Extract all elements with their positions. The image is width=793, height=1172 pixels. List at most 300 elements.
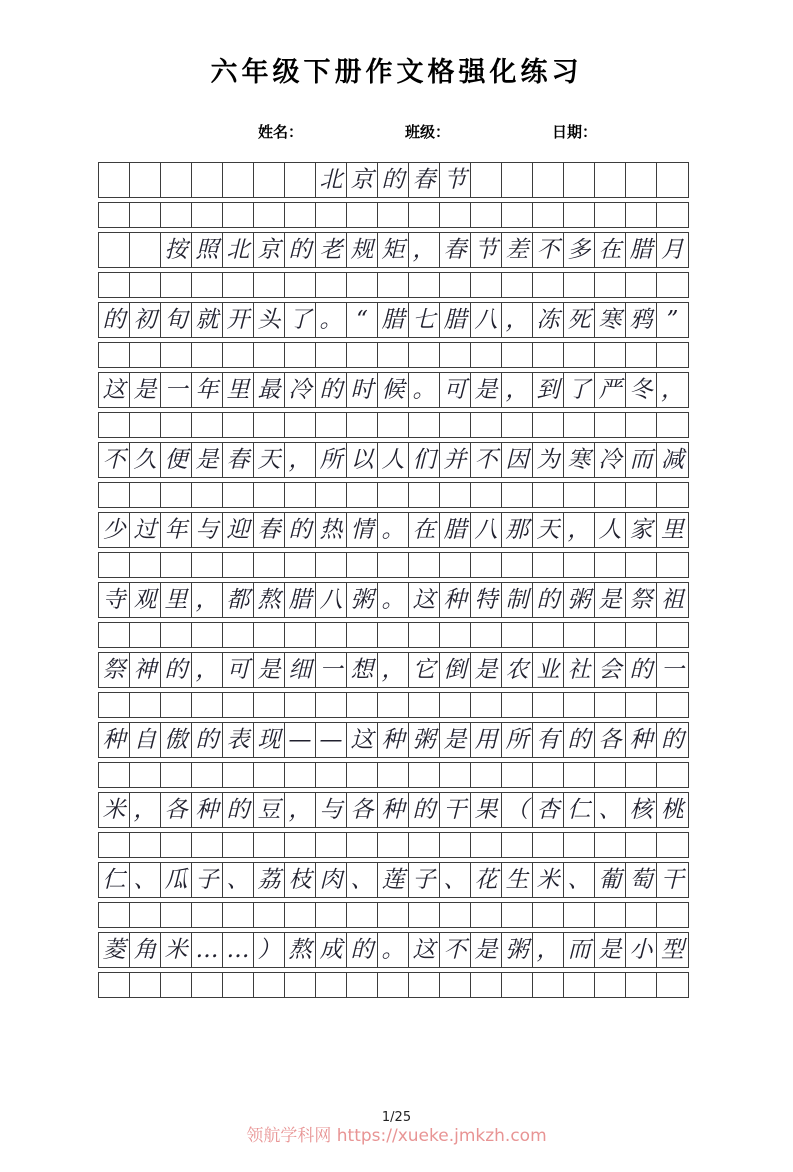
grid-cell: 、: [564, 863, 595, 897]
grid-cell: [502, 203, 533, 227]
grid-cell: 各: [595, 723, 626, 757]
grid-cell: [440, 833, 471, 857]
grid-cell: [626, 693, 657, 717]
grid-cell: [130, 553, 161, 577]
grid-cell: 开: [223, 303, 254, 337]
grid-cell: [533, 203, 564, 227]
grid-cell: 了: [285, 303, 316, 337]
grid-text-row: [98, 372, 689, 408]
grid-cell: 不: [440, 933, 471, 967]
grid-cell: 春: [440, 233, 471, 267]
grid-cell: [99, 553, 130, 577]
grid-cell: 。: [378, 513, 409, 547]
grid-cell: [595, 553, 626, 577]
grid-cell: [533, 623, 564, 647]
grid-cell: [285, 483, 316, 507]
grid-cell: 都: [223, 583, 254, 617]
grid-text-row: [98, 652, 689, 688]
grid-cell: 里: [223, 373, 254, 407]
grid-cell: 死: [564, 303, 595, 337]
grid-cell: [409, 973, 440, 997]
grid-cell: [192, 553, 223, 577]
grid-cell: 这: [347, 723, 378, 757]
grid-cell: [161, 553, 192, 577]
grid-cell: [285, 903, 316, 927]
grid-cell: [285, 163, 316, 197]
grid-cell: [533, 273, 564, 297]
grid-cell: [130, 763, 161, 787]
grid-cell: [471, 763, 502, 787]
grid-cell: 生: [502, 863, 533, 897]
grid-cell: [409, 763, 440, 787]
grid-cell: 并: [440, 443, 471, 477]
grid-cell: 瓜: [161, 863, 192, 897]
grid-cell: [657, 553, 688, 577]
grid-blank-row: [98, 902, 689, 928]
grid-cell: [533, 343, 564, 367]
grid-blank-row: [98, 482, 689, 508]
grid-cell: [192, 203, 223, 227]
worksheet-page: [0, 50, 793, 1172]
grid-cell: 可: [440, 373, 471, 407]
grid-cell: [533, 833, 564, 857]
grid-blank-row: [98, 762, 689, 788]
grid-cell: [161, 973, 192, 997]
grid-cell: 祭: [626, 583, 657, 617]
grid-cell: [347, 553, 378, 577]
grid-cell: [564, 343, 595, 367]
grid-cell: [502, 973, 533, 997]
grid-cell: [657, 163, 688, 197]
grid-cell: [223, 763, 254, 787]
grid-cell: 有: [533, 723, 564, 757]
grid-cell: [254, 163, 285, 197]
grid-cell: [99, 903, 130, 927]
grid-cell: [409, 623, 440, 647]
grid-cell: [378, 343, 409, 367]
grid-cell: [440, 973, 471, 997]
grid-cell: [533, 413, 564, 437]
grid-blank-row: [98, 272, 689, 298]
grid-cell: 一: [316, 653, 347, 687]
grid-cell: 桃: [661, 797, 684, 823]
grid-cell: 的: [409, 793, 440, 827]
grid-text-row: [98, 232, 689, 268]
grid-blank-row: [98, 412, 689, 438]
grid-cell: 表: [223, 723, 254, 757]
grid-blank-row: [98, 622, 689, 648]
grid-cell: 所: [316, 443, 347, 477]
grid-cell: 春: [254, 513, 285, 547]
grid-cell: “: [347, 303, 378, 337]
grid-cell: 祖: [661, 587, 684, 613]
grid-cell: [99, 973, 130, 997]
grid-cell: 便: [161, 443, 192, 477]
grid-cell: 观: [130, 583, 161, 617]
grid-cell: [595, 833, 626, 857]
grid-cell: 老: [316, 233, 347, 267]
grid-cell: 冬: [626, 373, 657, 407]
grid-cell: [99, 273, 130, 297]
watermark: 领航学科网 https://xueke.jmkzh.com: [246, 1126, 547, 1146]
grid-cell: [502, 553, 533, 577]
grid-cell: 就: [192, 303, 223, 337]
grid-cell: 可: [223, 653, 254, 687]
grid-cell: 子: [409, 863, 440, 897]
grid-cell: [378, 693, 409, 717]
grid-cell: [223, 903, 254, 927]
grid-cell: 粥: [409, 723, 440, 757]
grid-cell: [440, 413, 471, 437]
grid-cell: 倒: [440, 653, 471, 687]
grid-cell: 春: [223, 443, 254, 477]
grid-cell: 粥: [347, 583, 378, 617]
grid-cell: 少: [99, 513, 130, 547]
grid-cell: [192, 483, 223, 507]
grid-cell: [316, 623, 347, 647]
grid-cell: 熬: [285, 933, 316, 967]
grid-cell: [99, 833, 130, 857]
grid-cell: [316, 693, 347, 717]
grid-cell: [657, 833, 688, 857]
grid-cell: 种: [192, 793, 223, 827]
grid-cell: 是: [192, 443, 223, 477]
grid-cell: [564, 553, 595, 577]
grid-cell: [99, 763, 130, 787]
grid-cell: ，: [564, 513, 595, 547]
grid-cell: 仁: [564, 793, 595, 827]
grid-cell: 。: [409, 373, 440, 407]
grid-cell: [285, 693, 316, 717]
grid-cell: [99, 693, 130, 717]
grid-cell: 社: [564, 653, 595, 687]
grid-cell: [316, 413, 347, 437]
grid-cell: 人: [595, 513, 626, 547]
grid-cell: 核: [626, 793, 657, 827]
grid-cell: [440, 763, 471, 787]
grid-cell: [502, 763, 533, 787]
class-label: 班级：: [405, 123, 451, 141]
grid-cell: 以: [347, 443, 378, 477]
grid-cell: ，: [285, 443, 316, 477]
grid-cell: [626, 273, 657, 297]
grid-cell: [161, 833, 192, 857]
grid-cell: [533, 693, 564, 717]
grid-cell: 的: [99, 303, 130, 337]
grid-cell: ，: [192, 583, 223, 617]
grid-cell: 一: [161, 373, 192, 407]
grid-cell: [657, 693, 688, 717]
grid-cell: ，: [130, 793, 161, 827]
grid-cell: 们: [409, 443, 440, 477]
grid-cell: ，: [661, 377, 684, 403]
grid-cell: [595, 903, 626, 927]
grid-text-row: [98, 162, 689, 198]
grid-cell: [192, 973, 223, 997]
grid-cell: [192, 413, 223, 437]
grid-cell: 干: [661, 867, 684, 893]
grid-cell: [626, 973, 657, 997]
grid-cell: [99, 623, 130, 647]
grid-cell: 多: [564, 233, 595, 267]
grid-cell: [316, 973, 347, 997]
grid-cell: 北: [316, 163, 347, 197]
grid-cell: 枝: [285, 863, 316, 897]
grid-cell: [254, 973, 285, 997]
grid-cell: [502, 273, 533, 297]
grid-cell: [347, 903, 378, 927]
grid-cell: [595, 693, 626, 717]
grid-cell: [626, 903, 657, 927]
grid-cell: 冷: [595, 443, 626, 477]
grid-cell: …: [223, 933, 254, 967]
grid-cell: [254, 413, 285, 437]
grid-cell: [192, 163, 223, 197]
grid-cell: 月: [661, 237, 684, 263]
grid-cell: 这: [99, 373, 130, 407]
grid-cell: [657, 903, 688, 927]
grid-cell: 的: [285, 233, 316, 267]
grid-cell: [533, 483, 564, 507]
grid-text-row: [98, 792, 689, 828]
grid-cell: [502, 343, 533, 367]
grid-cell: [409, 343, 440, 367]
grid-cell: [564, 273, 595, 297]
grid-cell: 花: [471, 863, 502, 897]
grid-cell: 细: [285, 653, 316, 687]
grid-cell: [378, 903, 409, 927]
grid-cell: 米: [161, 933, 192, 967]
grid-cell: [254, 203, 285, 227]
grid-cell: [440, 343, 471, 367]
grid-blank-row: [98, 972, 689, 998]
grid-cell: ，: [533, 933, 564, 967]
grid-cell: 种: [99, 723, 130, 757]
grid-cell: [254, 693, 285, 717]
grid-cell: [440, 553, 471, 577]
grid-blank-row: [98, 202, 689, 228]
grid-cell: —: [285, 723, 316, 757]
grid-cell: [316, 763, 347, 787]
grid-cell: 鸦: [626, 303, 657, 337]
grid-cell: 最: [254, 373, 285, 407]
grid-cell: [316, 343, 347, 367]
grid-cell: [130, 833, 161, 857]
grid-cell: [378, 553, 409, 577]
grid-cell: [223, 273, 254, 297]
grid-cell: [564, 833, 595, 857]
grid-cell: [378, 203, 409, 227]
grid-cell: 家: [626, 513, 657, 547]
grid-cell: [409, 483, 440, 507]
grid-cell: [378, 483, 409, 507]
grid-cell: 腊: [440, 303, 471, 337]
page-title: 六年级下册作文格强化练习: [210, 57, 583, 88]
grid-cell: [502, 413, 533, 437]
grid-cell: 葡: [595, 863, 626, 897]
grid-cell: 七: [409, 303, 440, 337]
grid-cell: 粥: [564, 583, 595, 617]
grid-cell: 熬: [254, 583, 285, 617]
grid-cell: 为: [533, 443, 564, 477]
grid-cell: 头: [254, 303, 285, 337]
grid-cell: [564, 973, 595, 997]
grid-cell: [223, 623, 254, 647]
grid-cell: 的: [316, 373, 347, 407]
grid-cell: 腊: [440, 513, 471, 547]
grid-cell: [657, 413, 688, 437]
grid-blank-row: [98, 692, 689, 718]
grid-cell: [285, 203, 316, 227]
grid-cell: 北: [223, 233, 254, 267]
grid-cell: [130, 273, 161, 297]
grid-cell: [99, 233, 130, 267]
grid-cell: [285, 273, 316, 297]
grid-cell: [533, 763, 564, 787]
grid-cell: 寒: [595, 303, 626, 337]
grid-cell: [564, 413, 595, 437]
grid-cell: [130, 203, 161, 227]
grid-cell: [471, 973, 502, 997]
grid-cell: 迎: [223, 513, 254, 547]
grid-cell: 莲: [378, 863, 409, 897]
grid-cell: 所: [502, 723, 533, 757]
grid-cell: 的: [378, 163, 409, 197]
grid-cell: [192, 763, 223, 787]
grid-cell: [285, 833, 316, 857]
grid-cell: 、: [440, 863, 471, 897]
grid-cell: 春: [409, 163, 440, 197]
grid-cell: [564, 903, 595, 927]
grid-cell: [130, 413, 161, 437]
grid-cell: [285, 343, 316, 367]
grid-cell: 仁: [99, 863, 130, 897]
grid-cell: 八: [316, 583, 347, 617]
grid-cell: 按: [161, 233, 192, 267]
grid-cell: 、: [347, 863, 378, 897]
grid-cell: [347, 273, 378, 297]
grid-cell: [285, 763, 316, 787]
grid-cell: [130, 693, 161, 717]
grid-cell: 一: [661, 657, 684, 683]
grid-cell: 寺: [99, 583, 130, 617]
grid-cell: 腊: [626, 233, 657, 267]
grid-cell: [161, 693, 192, 717]
grid-cell: ，: [285, 793, 316, 827]
grid-cell: 的: [564, 723, 595, 757]
grid-cell: 粥: [502, 933, 533, 967]
grid-cell: 肉: [316, 863, 347, 897]
grid-cell: 因: [502, 443, 533, 477]
grid-cell: 种: [440, 583, 471, 617]
grid-cell: [502, 903, 533, 927]
grid-cell: ”: [666, 307, 679, 333]
grid-cell: [626, 623, 657, 647]
grid-cell: [223, 413, 254, 437]
grid-cell: [192, 623, 223, 647]
grid-cell: [378, 413, 409, 437]
grid-cell: 严: [595, 373, 626, 407]
page-number: 1/25: [381, 1110, 412, 1125]
grid-cell: [99, 413, 130, 437]
grid-cell: 而: [564, 933, 595, 967]
grid-cell: [130, 623, 161, 647]
grid-text-row: [98, 582, 689, 618]
grid-cell: [409, 413, 440, 437]
grid-cell: 制: [502, 583, 533, 617]
grid-cell: [223, 343, 254, 367]
grid-cell: 、: [130, 863, 161, 897]
grid-cell: 不: [99, 443, 130, 477]
grid-cell: [378, 763, 409, 787]
grid-cell: 。: [316, 303, 347, 337]
grid-cell: [223, 973, 254, 997]
grid-cell: [254, 483, 285, 507]
grid-cell: [161, 163, 192, 197]
grid-cell: [502, 483, 533, 507]
date-label: 日期：: [552, 123, 598, 141]
grid-cell: ，: [502, 373, 533, 407]
grid-cell: [316, 483, 347, 507]
grid-cell: 不: [471, 443, 502, 477]
grid-text-row: [98, 512, 689, 548]
grid-cell: 那: [502, 513, 533, 547]
grid-cell: [595, 973, 626, 997]
grid-cell: [161, 903, 192, 927]
grid-cell: 会: [595, 653, 626, 687]
grid-cell: 冷: [285, 373, 316, 407]
grid-cell: 里: [661, 517, 684, 543]
grid-cell: [564, 163, 595, 197]
composition-grid: [98, 162, 689, 998]
grid-cell: 各: [161, 793, 192, 827]
grid-cell: 萄: [626, 863, 657, 897]
grid-cell: 时: [347, 373, 378, 407]
grid-cell: 成: [316, 933, 347, 967]
grid-text-row: [98, 302, 689, 338]
grid-cell: [192, 903, 223, 927]
grid-cell: 的: [626, 653, 657, 687]
grid-cell: （: [502, 793, 533, 827]
grid-cell: [471, 413, 502, 437]
grid-cell: [223, 163, 254, 197]
grid-cell: 神: [130, 653, 161, 687]
grid-cell: [409, 833, 440, 857]
grid-cell: [378, 273, 409, 297]
grid-cell: 自: [130, 723, 161, 757]
grid-cell: [347, 483, 378, 507]
grid-cell: [595, 413, 626, 437]
grid-cell: [502, 693, 533, 717]
grid-cell: 与: [316, 793, 347, 827]
grid-cell: 。: [378, 933, 409, 967]
grid-cell: [595, 203, 626, 227]
grid-cell: [595, 273, 626, 297]
grid-cell: [595, 763, 626, 787]
grid-cell: 不: [533, 233, 564, 267]
grid-cell: [440, 623, 471, 647]
grid-cell: [254, 623, 285, 647]
grid-cell: 人: [378, 443, 409, 477]
grid-cell: [130, 973, 161, 997]
grid-cell: [533, 553, 564, 577]
grid-cell: [347, 203, 378, 227]
grid-cell: [223, 553, 254, 577]
grid-cell: 八: [471, 513, 502, 547]
grid-blank-row: [98, 832, 689, 858]
grid-cell: [657, 483, 688, 507]
grid-cell: [409, 553, 440, 577]
